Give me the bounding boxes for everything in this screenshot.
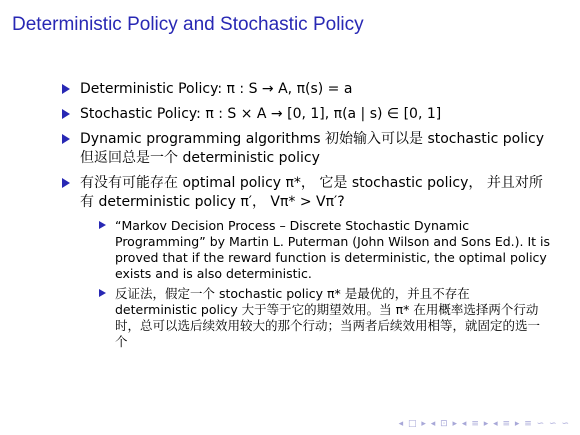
- item-text: Deterministic Policy: π : S → A, π(s) = a: [80, 81, 353, 97]
- bullet-arrow-icon: [62, 109, 70, 119]
- slide-title: Deterministic Policy and Stochastic Policy: [12, 14, 364, 35]
- subitem-text: “Markov Decision Process – Discrete Stochastic Dynamic Programming” by Martin L. Puterman (John Wilson and Sons Ed.). It is proved that if the reward function is deterministic, the optimal policy exists and is also deterministic.: [115, 218, 551, 281]
- item-text: 有没有可能存在 optimal policy π*， 它是 stochastic policy， 并且对所有 deterministic policy π′， Vπ* > Vπ′?: [80, 175, 543, 210]
- sub-list-item: [97, 286, 552, 350]
- sub-list-item: [97, 218, 552, 282]
- list-item: [62, 130, 552, 168]
- bullet-list: [62, 80, 552, 354]
- item-text: Stochastic Policy: π : S × A → [0, 1], π(a | s) ∈ [0, 1]: [80, 106, 442, 122]
- list-item: [62, 174, 552, 212]
- item-text: Dynamic programming algorithms 初始输入可以是 stochastic policy 但返回总是一个 deterministic policy: [80, 131, 544, 166]
- subitem-text: 反证法，假定一个 stochastic policy π* 是最优的，并且不存在 deterministic policy 大于等于它的期望效用。当 π* 在用概率选择两个行动时，总可以选后续效用较大的那个行动；当两者后续效用相等，就固定的选一个: [115, 286, 541, 349]
- list-item: [62, 105, 552, 124]
- beamer-navigation-bar[interactable]: [396, 419, 570, 429]
- sub-bullet-list: [97, 218, 552, 350]
- bullet-arrow-icon: [62, 84, 70, 94]
- navigation-glyphs[interactable]: ◂ □ ▸ ◂ ⊡ ▸ ◂ ≡ ▸ ◂ ≡ ▸ ≡ ∽ ∽ ∽: [398, 419, 570, 429]
- list-item: [62, 80, 552, 99]
- bullet-arrow-icon: [62, 134, 70, 144]
- bullet-arrow-icon: [62, 178, 70, 188]
- sub-bullet-arrow-icon: [99, 221, 106, 229]
- sub-bullet-arrow-icon: [99, 289, 106, 297]
